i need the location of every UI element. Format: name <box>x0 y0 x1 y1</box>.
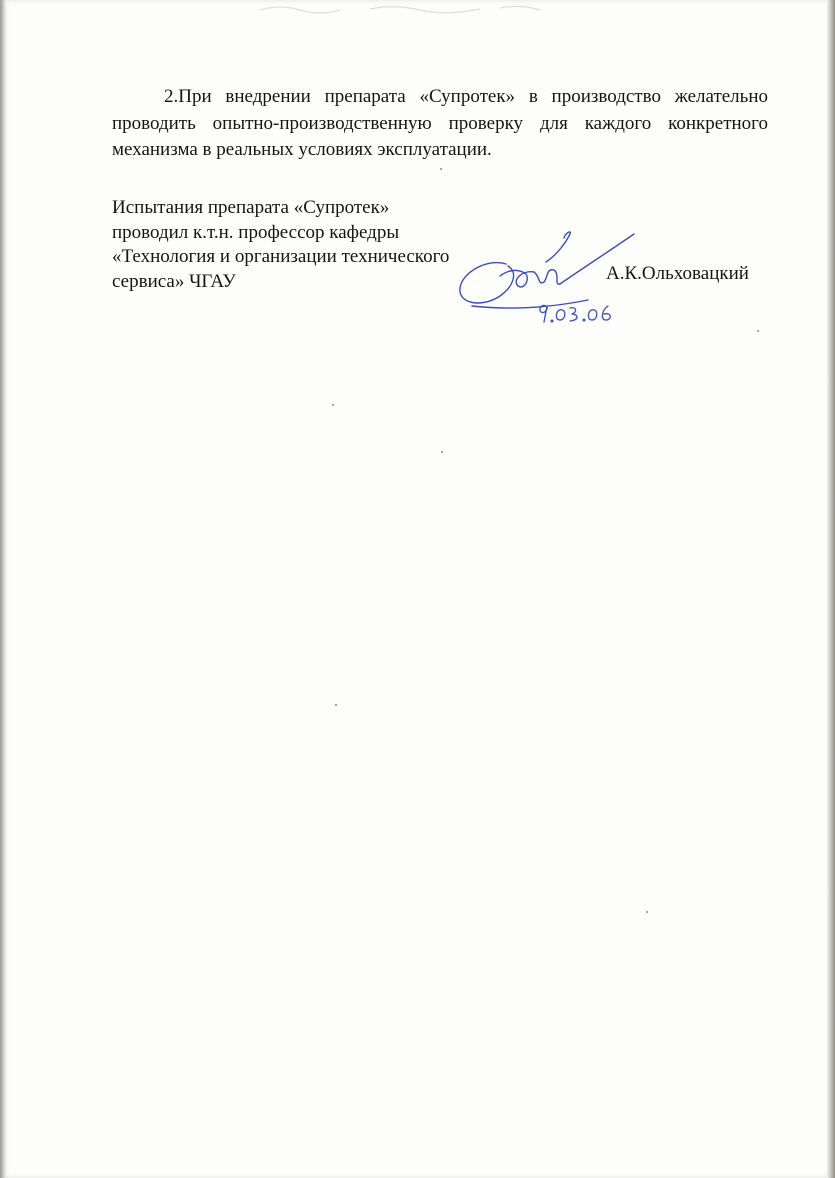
tester-info-line: Испытания препарата «Супротек» <box>112 197 390 218</box>
tester-info-line: «Технология и организации технического <box>112 246 450 267</box>
scan-speck <box>332 404 334 406</box>
tester-info-line: проводил к.т.н. профессор кафедры <box>112 221 400 243</box>
page-edge-left <box>0 0 6 1178</box>
scan-speck <box>757 330 759 332</box>
scan-speck <box>441 451 443 453</box>
page-edge-right <box>827 0 835 1178</box>
body-paragraph: 2.При внедрении препарата «Супротек» в производство желательно проводить опытно-производственную проверку для каждого конкретного механизма в реальных условиях эксплуатации. <box>112 86 768 160</box>
scan-speck <box>335 704 337 706</box>
scan-speck <box>646 911 648 913</box>
scan-speck <box>440 168 442 170</box>
tester-info-line: сервиса» ЧГАУ <box>112 270 236 292</box>
signer-name: А.К.Ольховацкий <box>606 263 749 284</box>
bleed-through-marks <box>250 0 580 18</box>
